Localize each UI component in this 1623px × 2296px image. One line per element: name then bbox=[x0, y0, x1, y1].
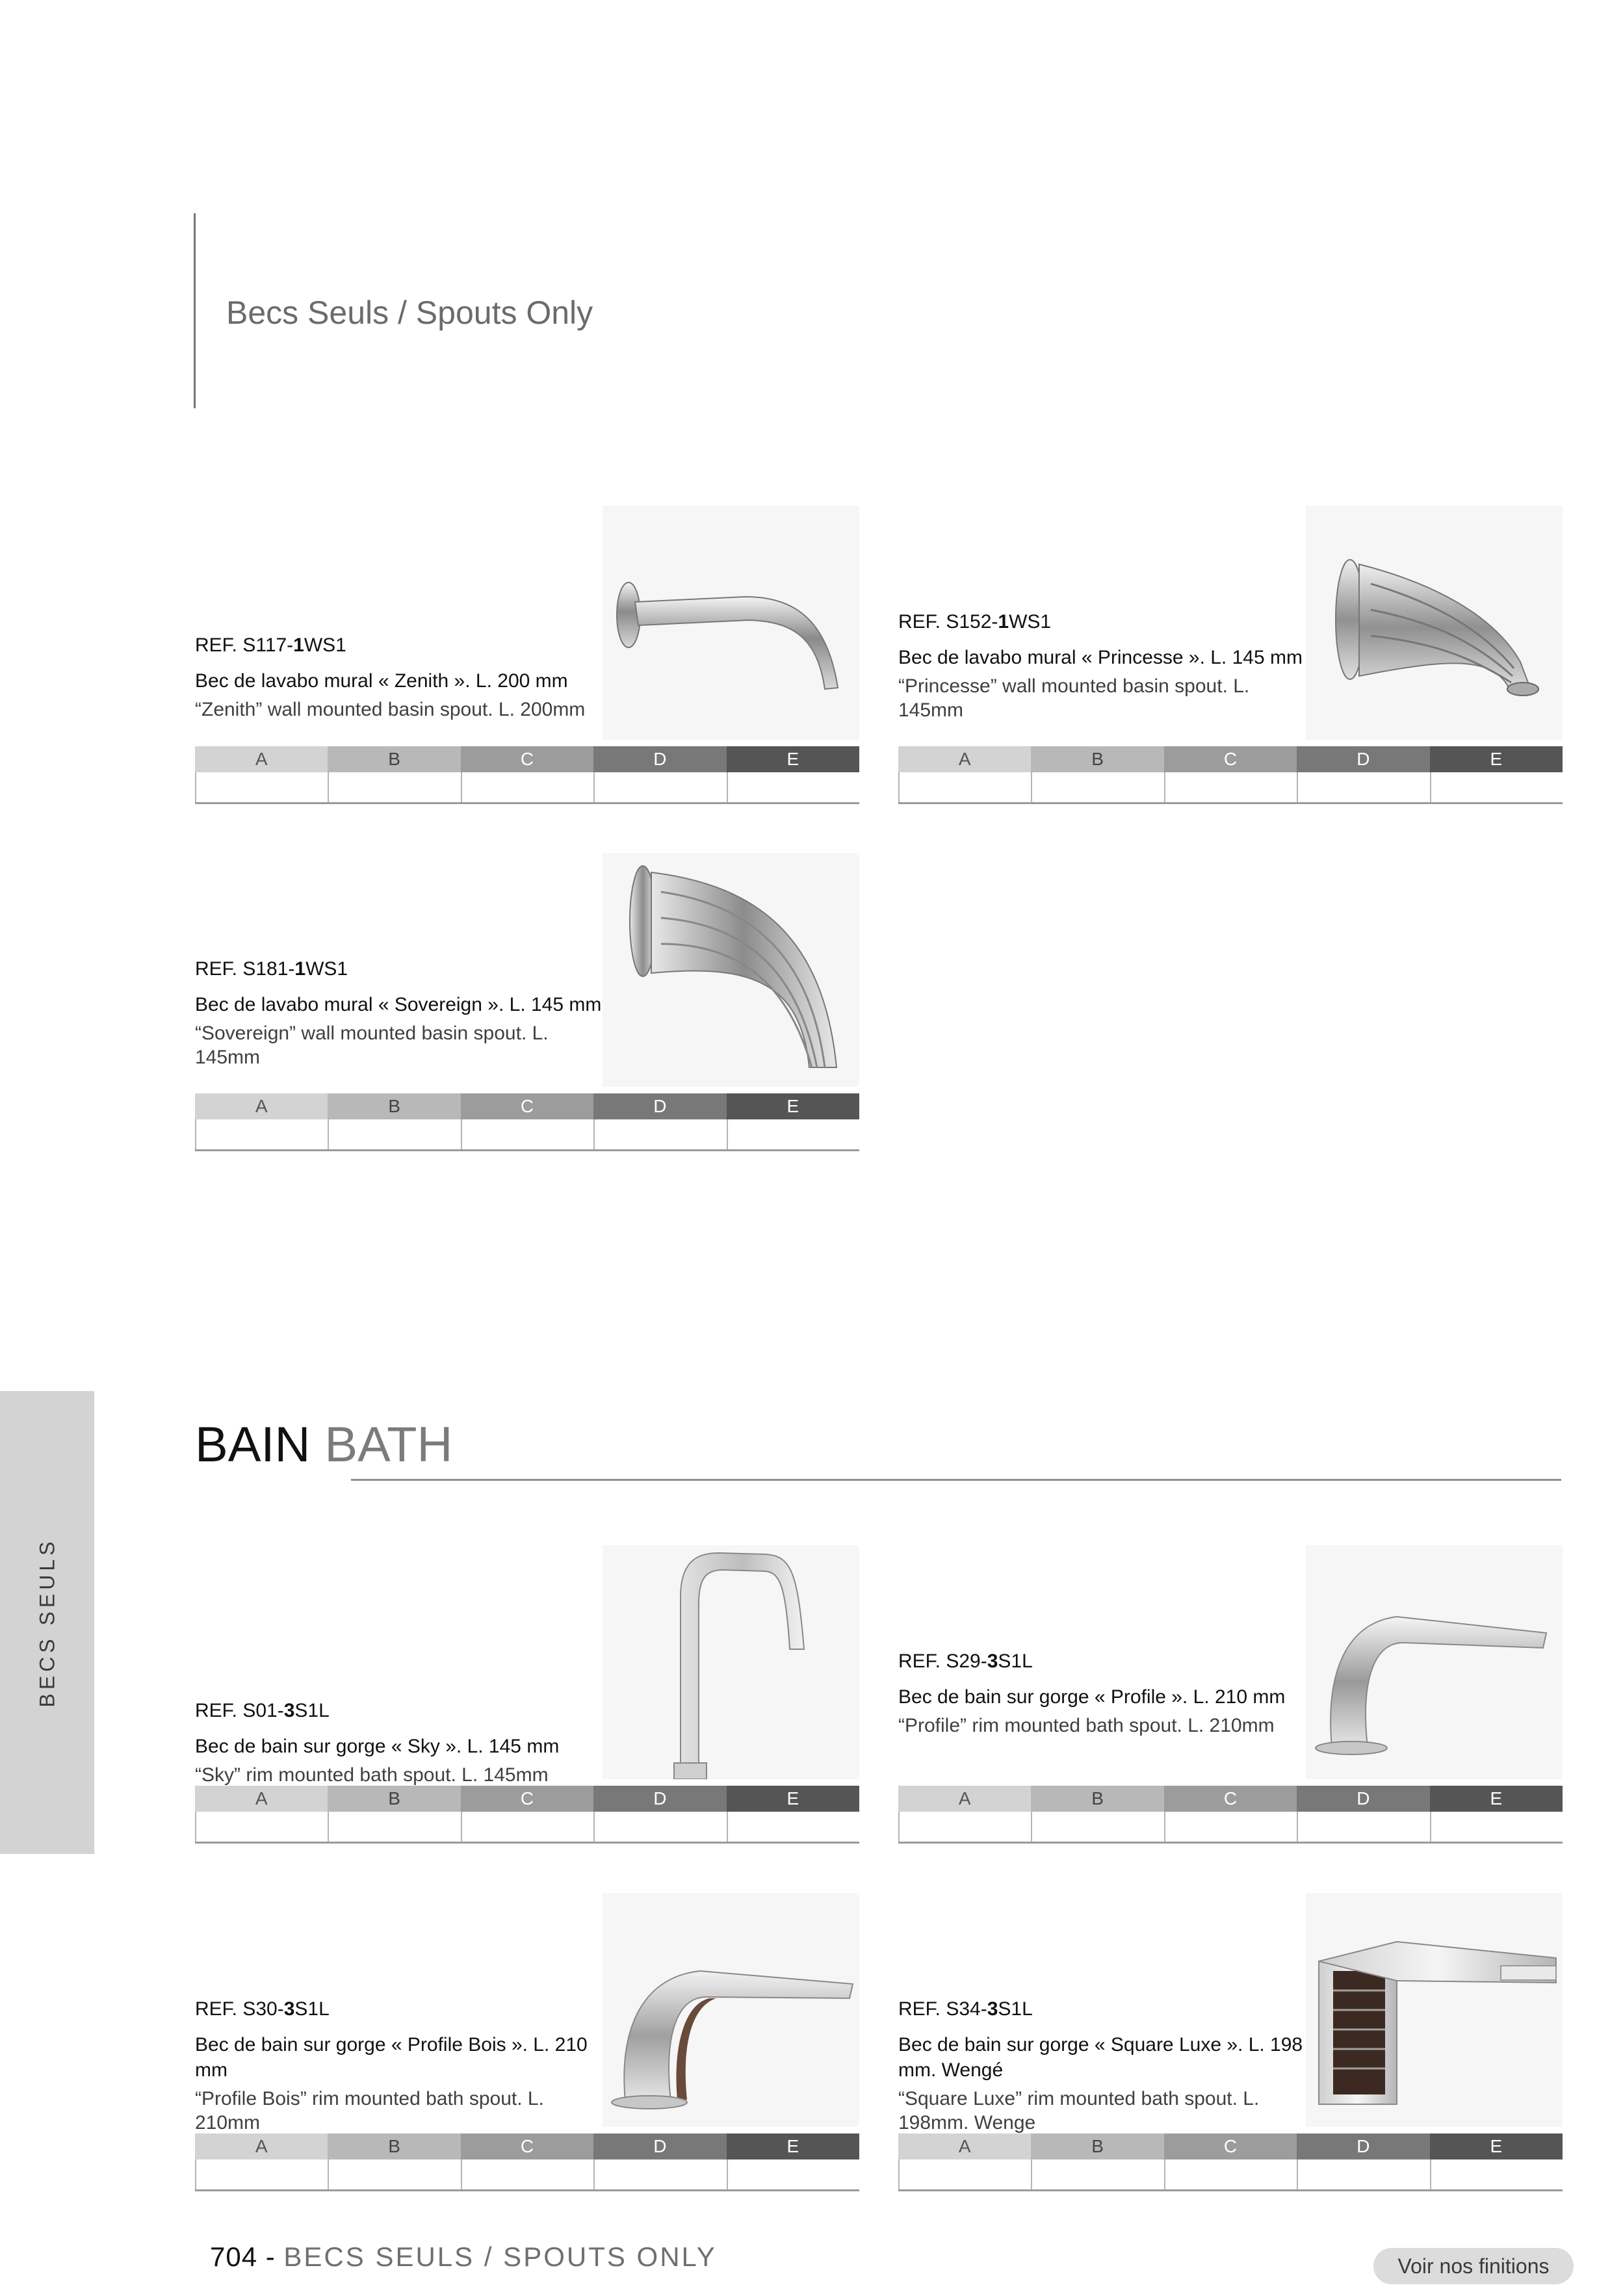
product-desc-fr: Bec de bain sur gorge « Sky ». L. 145 mm bbox=[195, 1736, 560, 1757]
bath-section-rule bbox=[351, 1479, 1561, 1481]
side-tab-label: BECS SEULS bbox=[35, 1537, 58, 1708]
finish-col-e: E bbox=[727, 1093, 859, 1119]
finish-cell bbox=[593, 1119, 726, 1149]
finish-col-d: D bbox=[593, 746, 726, 772]
product-desc-fr: Bec de bain sur gorge « Profile Bois ». L. 210 mm bbox=[195, 2034, 588, 2081]
finish-col-d: D bbox=[1297, 746, 1429, 772]
finish-col-a: A bbox=[195, 746, 328, 772]
product-text bbox=[195, 1998, 611, 2135]
finish-col-a: A bbox=[195, 2133, 328, 2159]
finish-table bbox=[195, 1093, 859, 1151]
finish-cell bbox=[328, 1119, 460, 1149]
bath-title-fr: BAIN bbox=[195, 1417, 311, 1472]
finish-col-a: A bbox=[898, 1786, 1031, 1812]
finish-col-c: C bbox=[1164, 746, 1297, 772]
footer-section-label: BECS SEULS / SPOUTS ONLY bbox=[283, 2241, 717, 2272]
finish-col-b: B bbox=[328, 1786, 460, 1812]
header-rule bbox=[194, 213, 196, 408]
finish-cell bbox=[898, 1812, 1031, 1842]
finish-col-a: A bbox=[195, 1093, 328, 1119]
zenith-spout-image bbox=[603, 506, 859, 740]
finish-col-d: D bbox=[593, 1786, 726, 1812]
product-card bbox=[195, 1545, 859, 1838]
finish-col-a: A bbox=[195, 1786, 328, 1812]
finish-cell bbox=[195, 1812, 328, 1842]
product-text bbox=[195, 1700, 611, 1787]
finish-cell bbox=[1430, 1812, 1563, 1842]
page-title: Becs Seuls / Spouts Only bbox=[226, 294, 593, 331]
finish-col-c: C bbox=[461, 1786, 593, 1812]
finish-cell bbox=[195, 2159, 328, 2189]
product-card bbox=[195, 853, 859, 1145]
finish-cell bbox=[593, 1812, 726, 1842]
finish-cell bbox=[898, 772, 1031, 802]
page-number: 704 bbox=[210, 2241, 258, 2272]
finish-col-a: A bbox=[898, 746, 1031, 772]
finish-cell bbox=[898, 2159, 1031, 2189]
finish-cell bbox=[195, 772, 328, 802]
finish-cell bbox=[328, 2159, 460, 2189]
finish-col-a: A bbox=[898, 2133, 1031, 2159]
profile-bois-spout-image bbox=[603, 1893, 859, 2127]
finish-table bbox=[898, 746, 1563, 804]
product-ref: REF. S29-3S1L bbox=[898, 1650, 1033, 1672]
finish-cell bbox=[328, 772, 460, 802]
finish-cell bbox=[1164, 1812, 1297, 1842]
sky-spout-image bbox=[603, 1545, 859, 1779]
finish-cell bbox=[727, 1812, 859, 1842]
finish-cell bbox=[461, 1119, 593, 1149]
finish-cell bbox=[461, 772, 593, 802]
product-desc-en: “Princesse” wall mounted basin spout. L. 145mm bbox=[898, 675, 1250, 721]
product-ref: REF. S34-3S1L bbox=[898, 1998, 1033, 2020]
product-desc-fr: Bec de lavabo mural « Zenith ». L. 200 mm bbox=[195, 670, 568, 692]
product-text bbox=[195, 634, 611, 722]
footer bbox=[210, 2241, 717, 2273]
finish-cell bbox=[1031, 2159, 1163, 2189]
finish-col-b: B bbox=[1031, 1786, 1163, 1812]
sovereign-spout-image bbox=[603, 853, 859, 1087]
finish-cell bbox=[1297, 2159, 1429, 2189]
princesse-spout-image bbox=[1306, 506, 1563, 740]
finish-col-b: B bbox=[328, 1093, 460, 1119]
finish-cell bbox=[593, 2159, 726, 2189]
profile-spout-image bbox=[1306, 1545, 1563, 1779]
finish-col-d: D bbox=[593, 1093, 726, 1119]
see-finishes-button[interactable]: Voir nos finitions bbox=[1373, 2248, 1574, 2284]
finish-cell bbox=[195, 1119, 328, 1149]
product-ref: REF. S01-3S1L bbox=[195, 1700, 330, 1721]
product-ref: REF. S181-1WS1 bbox=[195, 958, 348, 980]
finish-col-c: C bbox=[1164, 2133, 1297, 2159]
product-desc-fr: Bec de lavabo mural « Princesse ». L. 145 mm bbox=[898, 647, 1303, 668]
finish-col-b: B bbox=[1031, 746, 1163, 772]
finish-cell bbox=[727, 1119, 859, 1149]
product-desc-fr: Bec de bain sur gorge « Profile ». L. 210 mm bbox=[898, 1686, 1286, 1708]
finish-cell bbox=[1164, 772, 1297, 802]
finish-table bbox=[195, 746, 859, 804]
finish-cell bbox=[727, 2159, 859, 2189]
finish-col-c: C bbox=[461, 746, 593, 772]
finish-table bbox=[195, 1786, 859, 1844]
square-luxe-spout-image bbox=[1306, 1893, 1563, 2127]
product-desc-en: “Square Luxe” rim mounted bath spout. L. 198mm. Wenge bbox=[898, 2088, 1260, 2133]
finish-col-e: E bbox=[1430, 1786, 1563, 1812]
finish-cell bbox=[1164, 2159, 1297, 2189]
finish-cell bbox=[1297, 1812, 1429, 1842]
finish-cell bbox=[1297, 772, 1429, 802]
finish-col-e: E bbox=[1430, 2133, 1563, 2159]
side-tab[interactable] bbox=[0, 1391, 94, 1854]
product-desc-en: “Sky” rim mounted bath spout. L. 145mm bbox=[195, 1764, 549, 1786]
finish-cell bbox=[461, 1812, 593, 1842]
finish-cell bbox=[1430, 772, 1563, 802]
product-card bbox=[898, 506, 1563, 798]
finish-col-c: C bbox=[1164, 1786, 1297, 1812]
product-desc-en: “Sovereign” wall mounted basin spout. L. 145mm bbox=[195, 1023, 549, 1068]
finish-col-e: E bbox=[727, 746, 859, 772]
product-card bbox=[898, 1893, 1563, 2185]
finish-cell bbox=[1031, 772, 1163, 802]
finish-cell bbox=[328, 1812, 460, 1842]
finish-col-e: E bbox=[1430, 746, 1563, 772]
finish-table bbox=[195, 2133, 859, 2191]
finish-cell bbox=[593, 772, 726, 802]
finish-cell bbox=[1031, 1812, 1163, 1842]
footer-separator: - bbox=[257, 2241, 284, 2272]
product-card bbox=[195, 1893, 859, 2185]
product-desc-en: “Profile” rim mounted bath spout. L. 210mm bbox=[898, 1715, 1275, 1736]
finish-col-b: B bbox=[1031, 2133, 1163, 2159]
finish-col-b: B bbox=[328, 2133, 460, 2159]
product-text bbox=[195, 958, 611, 1069]
finish-cell bbox=[1430, 2159, 1563, 2189]
finish-col-c: C bbox=[461, 1093, 593, 1119]
finish-col-e: E bbox=[727, 1786, 859, 1812]
finish-table bbox=[898, 2133, 1563, 2191]
product-desc-fr: Bec de bain sur gorge « Square Luxe ». L. 198 mm. Wengé bbox=[898, 2034, 1303, 2081]
product-desc-fr: Bec de lavabo mural « Sovereign ». L. 145 mm bbox=[195, 994, 602, 1015]
product-desc-en: “Zenith” wall mounted basin spout. L. 200mm bbox=[195, 699, 586, 720]
product-desc-en: “Profile Bois” rim mounted bath spout. L. 210mm bbox=[195, 2088, 544, 2133]
bath-section-heading bbox=[195, 1417, 453, 1472]
product-text bbox=[898, 611, 1314, 722]
finish-col-e: E bbox=[727, 2133, 859, 2159]
product-card bbox=[195, 506, 859, 798]
finish-col-d: D bbox=[1297, 1786, 1429, 1812]
finish-col-d: D bbox=[1297, 2133, 1429, 2159]
product-ref: REF. S152-1WS1 bbox=[898, 611, 1052, 633]
product-ref: REF. S117-1WS1 bbox=[195, 634, 346, 656]
finish-col-d: D bbox=[593, 2133, 726, 2159]
finish-col-c: C bbox=[461, 2133, 593, 2159]
product-ref: REF. S30-3S1L bbox=[195, 1998, 330, 2020]
product-card bbox=[898, 1545, 1563, 1838]
finish-col-b: B bbox=[328, 746, 460, 772]
finish-cell bbox=[461, 2159, 593, 2189]
product-text bbox=[898, 1650, 1314, 1738]
finish-table bbox=[898, 1786, 1563, 1844]
product-text bbox=[898, 1998, 1314, 2135]
bath-title-en: BATH bbox=[324, 1417, 453, 1472]
finish-cell bbox=[727, 772, 859, 802]
